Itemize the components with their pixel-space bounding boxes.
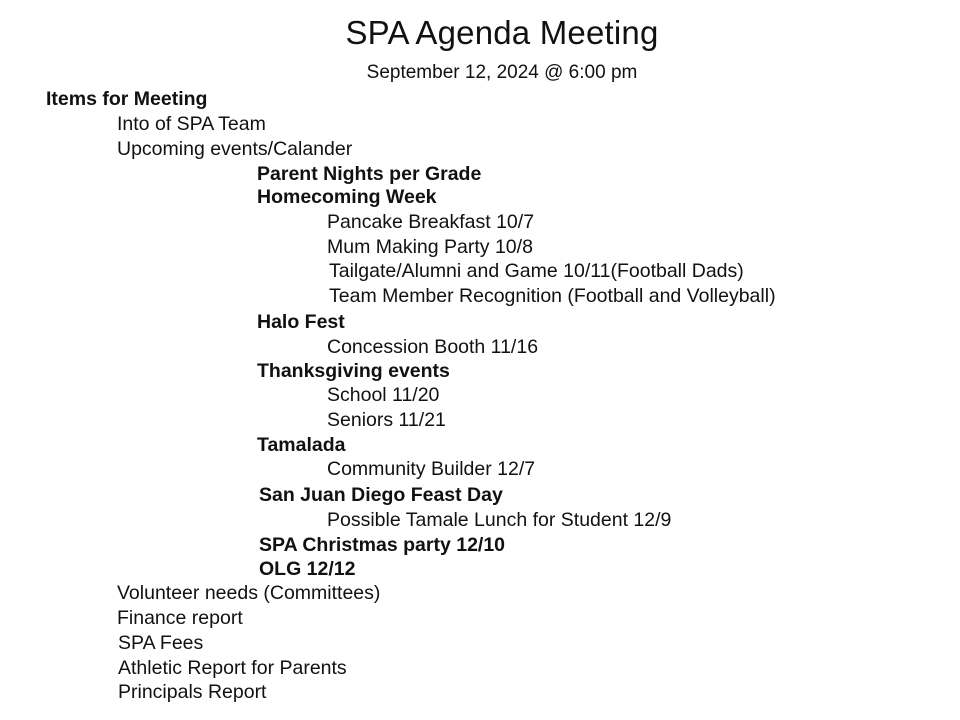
meeting-date: September 12, 2024 @ 6:00 pm (366, 62, 638, 83)
subheading-christmas: SPA Christmas party 12/10 (259, 534, 506, 556)
event-mum: Mum Making Party 10/8 (327, 236, 533, 258)
subheading-parent-nights: Parent Nights per Grade (257, 163, 482, 185)
subheading-olg: OLG 12/12 (259, 558, 356, 580)
subheading-homecoming: Homecoming Week (257, 186, 437, 208)
subheading-halo-fest: Halo Fest (257, 311, 345, 333)
event-recognition: Team Member Recognition (Football and Volleyball) (329, 285, 776, 307)
subheading-tamalada: Tamalada (257, 434, 346, 456)
document-title: SPA Agenda Meeting (345, 14, 659, 51)
agenda-item-intro: Into of SPA Team (117, 113, 266, 135)
agenda-item-volunteer: Volunteer needs (Committees) (117, 582, 381, 604)
section-heading: Items for Meeting (46, 88, 208, 110)
agenda-item-finance: Finance report (117, 607, 243, 629)
agenda-item-upcoming: Upcoming events/Calander (117, 138, 353, 160)
subheading-thanksgiving: Thanksgiving events (257, 360, 450, 382)
agenda-item-fees: SPA Fees (118, 632, 204, 654)
event-tailgate: Tailgate/Alumni and Game 10/11(Football Dads) (329, 260, 744, 282)
event-tamale-lunch: Possible Tamale Lunch for Student 12/9 (327, 509, 672, 531)
event-school: School 11/20 (327, 384, 440, 406)
agenda-item-principals: Principals Report (118, 681, 267, 703)
agenda-item-athletic: Athletic Report for Parents (118, 657, 347, 679)
event-seniors: Seniors 11/21 (327, 409, 446, 431)
event-concession: Concession Booth 11/16 (327, 336, 539, 358)
event-community: Community Builder 12/7 (327, 458, 536, 480)
event-pancake: Pancake Breakfast 10/7 (327, 211, 535, 233)
subheading-sjd: San Juan Diego Feast Day (259, 484, 503, 506)
